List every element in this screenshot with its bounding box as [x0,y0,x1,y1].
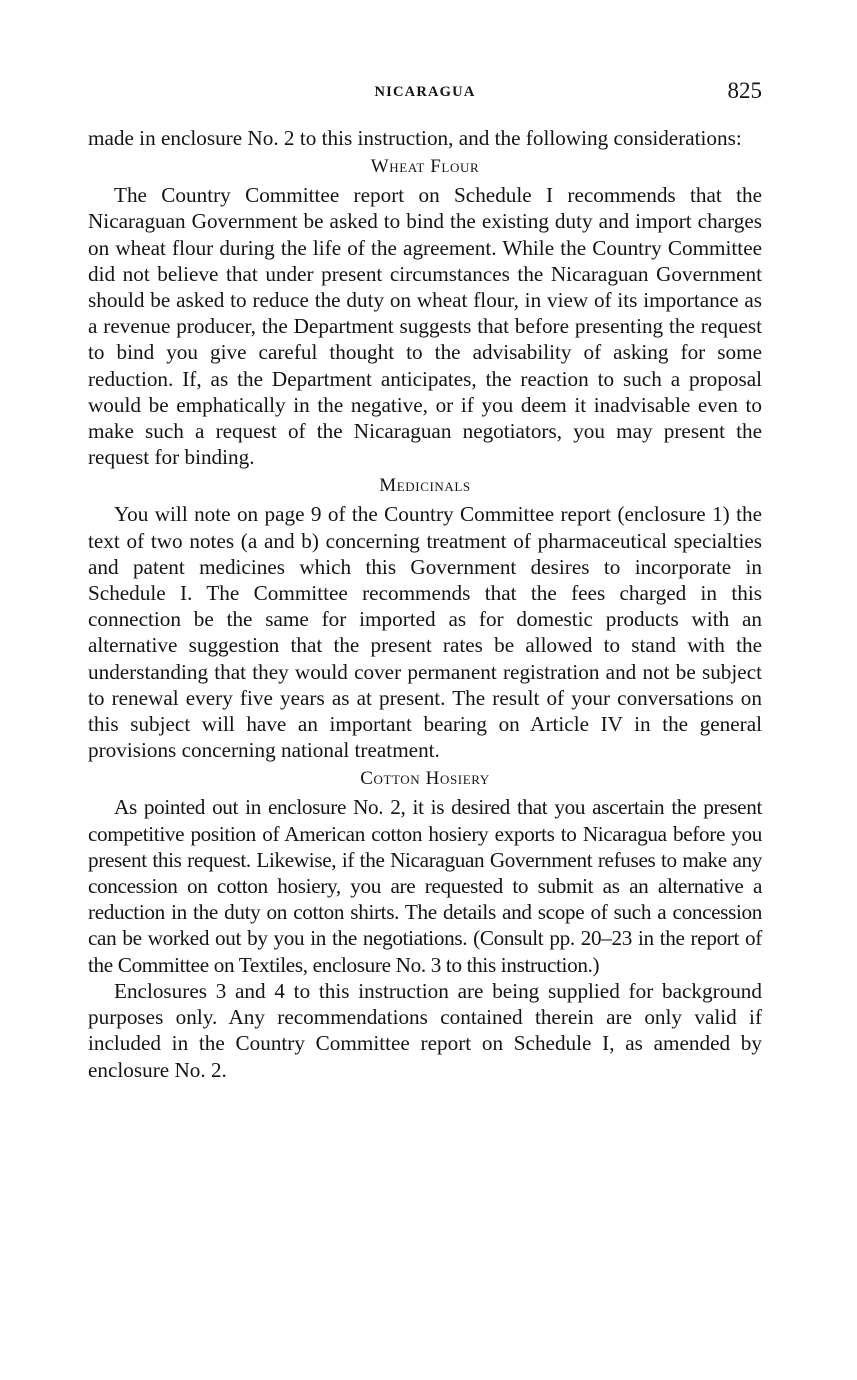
running-head [88,78,762,112]
paragraph-cotton-hosiery: As pointed out in enclosure No. 2, it is desired that you ascertain the present competitive position of American cotton hosiery exports to Nicaragua before you present this request. Likewise, if the Nicaraguan Government refuses to make any concession on cotton hosiery, you are requested to submit as an alternative a reduction in the duty on cotton shirts. The details and scope of such a concession can be worked out by you in the negotiations. (Consult pp. 20–23 in the report of the Committee on Textiles, enclosure No. 3 to this instruction.) [88,795,762,977]
section-heading-cotton-hosiery: Cotton Hosiery [360,768,490,790]
paragraph-wheat-flour: The Country Committee report on Schedule I recommends that the Nicaraguan Government be asked to bind the existing duty and import charges on wheat flour during the life of the agreement. While the Country Committee did not believe that under present circumstances the Nicaraguan Government should be asked to reduce the duty on wheat flour, in view of its importance as a revenue producer, the Department suggests that before presenting the request to bind you give careful thought to the advisability of asking for some reduction. If, as the Department anticipates, the reaction to such a proposal would be emphatically in the negative, or if you deem it inadvisable even to make such a request of the Nicaraguan negotiators, you may present the request for binding. [88,183,762,470]
document-page [88,78,762,1083]
running-title: NICARAGUA [374,84,476,100]
paragraph-medicinals: You will note on page 9 of the Country Committee report (enclosure 1) the text of two notes (a and b) concerning treatment of pharmaceutical specialties and patent medicines which this Government desires to incorporate in Schedule I. The Committee recommends that the fees charged in this connection be the same for imported as for domestic products with an alternative suggestion that the present rates be allowed to stand with the understanding that they would cover permanent registration and not be subject to renewal every five years as at present. The result of your conversations on this subject will have an important bearing on Article IV in the general provisions concerning national treatment. [88,502,762,763]
section-heading-medicinals: Medicinals [379,475,471,497]
paragraph-enclosures: Enclosures 3 and 4 to this instruction are being supplied for background purposes only. Any recommendations contained therein are only valid if included in the Country Committee report on Schedule I, as amended by enclosure No. 2. [88,978,762,1082]
section-heading-wheat-flour: Wheat Flour [370,156,480,178]
opening-paragraph: made in enclosure No. 2 to this instruction, and the following considerations: [88,126,742,150]
page-number: 825 [727,78,762,103]
